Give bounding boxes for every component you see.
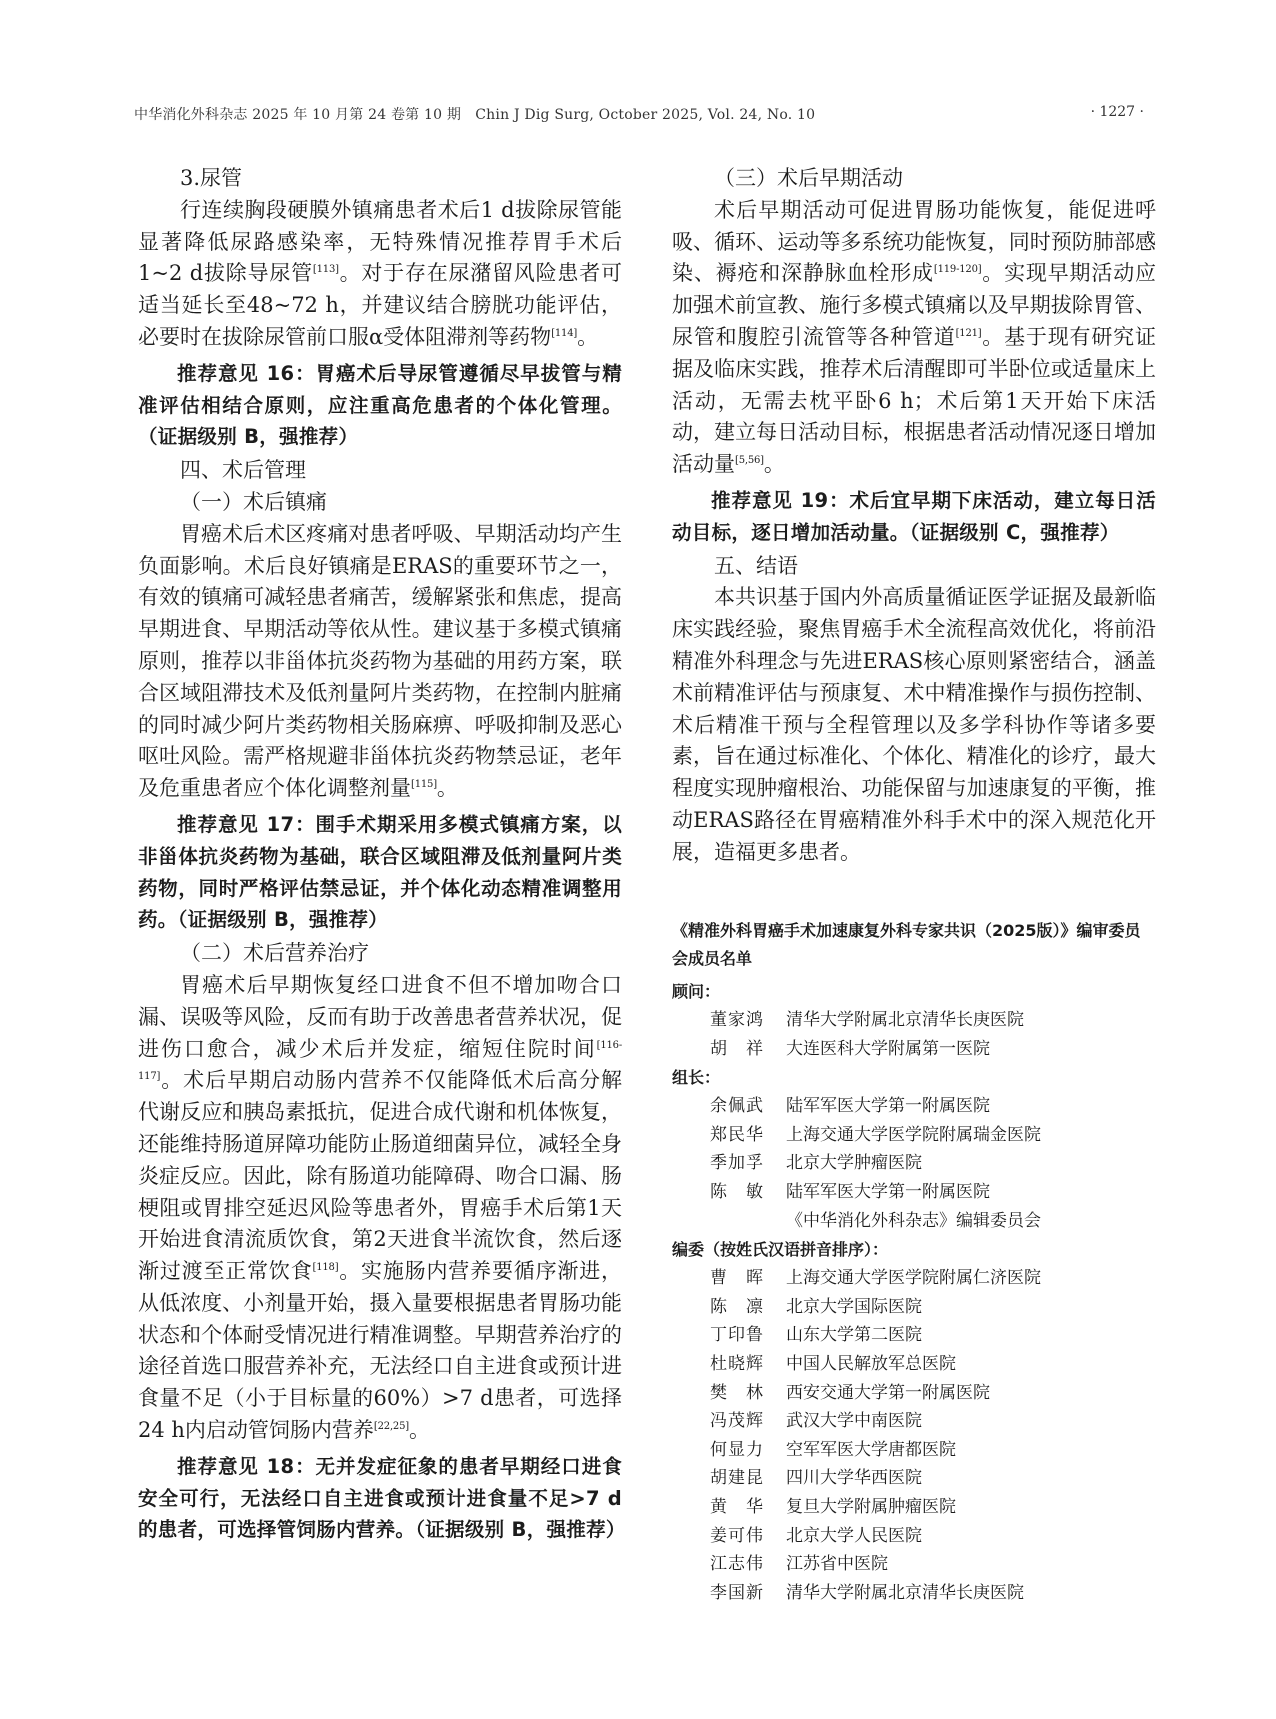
recommendation: 推荐意见 16：胃癌术后导尿管遵循尽早拔管与精准评估相结合原则，应注重高危患者的个体化管理。（证据级别 B，强推荐） [138, 361, 622, 449]
citation-ref: [118] [312, 1262, 339, 1274]
citation-ref: [116-117] [138, 1039, 622, 1083]
paragraph-text: 。 [763, 452, 785, 477]
paragraph-text: （二）术后营养治疗 [180, 941, 369, 966]
member-row [672, 1407, 1156, 1436]
citation-ref: [5,56] [735, 455, 764, 467]
member-affiliation: 大连医科大学附属第一医院 [786, 1038, 990, 1059]
paragraph-text: 。对于存在尿潴留风险患者可适当延长至48~72 h，并建议结合膀胱功能评估，必要时在拔除尿管前口服α受体阻滞剂等药物 [138, 261, 622, 349]
member-row [672, 1579, 1156, 1608]
member-name: 陈 凛 [710, 1296, 764, 1317]
member-name: 黄 华 [710, 1496, 764, 1517]
committee-sections [672, 977, 1156, 1607]
recommendation: 推荐意见 17：围手术期采用多模式镇痛方案，以非甾体抗炎药物为基础，联合区域阻滞及低剂量阿片类药物，同时严格评估禁忌证，并个体化动态精准调整用药。（证据级别 B，强推荐） [138, 812, 622, 932]
right-column [672, 163, 1156, 869]
member-row [672, 1350, 1156, 1379]
member-name: 何显力 [710, 1439, 764, 1460]
citation-ref: [121] [955, 327, 982, 339]
paragraph-text: （一）术后镇痛 [180, 489, 327, 514]
paragraph-text: 。实施肠内营养要循序渐进，从低浓度、小剂量开始，摄入量要根据患者胃肠功能状态和个体耐受情况进行精准调整。早期营养治疗的途径首选口服营养补充，无法经口自主进食或预计进食量不足（小于目标量的60%）>7 d患者，可选择24 h内启动管饲肠内营养 [138, 1259, 623, 1443]
member-row [672, 1464, 1156, 1493]
citation-ref: [115] [411, 779, 437, 791]
member-name: 冯茂辉 [710, 1411, 764, 1432]
member-affiliation: 北京大学国际医院 [786, 1296, 922, 1317]
paragraph [138, 487, 622, 519]
member-row [672, 1493, 1156, 1522]
recommendation: 推荐意见 19：术后宜早期下床活动，建立每日活动目标，逐日增加活动量。（证据级别 C，强推荐） [672, 488, 1156, 544]
left-column [138, 163, 626, 1548]
member-row [672, 1436, 1156, 1465]
paragraph-text: 。 [577, 324, 599, 349]
paragraph-text: 胃癌术后早期恢复经口进食不但不增加吻合口漏、误吸等风险，反而有助于改善患者营养状况，促进伤口愈合，减少术后并发症，缩短住院时间 [138, 972, 622, 1061]
citation-ref: [119-120] [933, 264, 982, 276]
member-affiliation: 空军军医大学唐都医院 [786, 1439, 956, 1460]
member-affiliation: 复旦大学附属肿瘤医院 [786, 1496, 956, 1517]
committee-section-label: 组长： [672, 1068, 721, 1088]
committee-section-label: 顾问： [672, 982, 721, 1001]
paragraph-text: 四、术后管理 [180, 458, 306, 483]
paragraph-text: 胃癌术后术区疼痛对患者呼吸、早期活动均产生负面影响。术后良好镇痛是ERAS的重要环节之一，有效的镇痛可减轻患者痛苦，缓解紧张和焦虑，提高早期进食、早期活动等依从性。建议基于多模式镇痛原则，推荐以非甾体抗炎药物为基础的用药方案，联合区域阻滞技术及低剂量阿片类药物，在控制内脏痛的同时减少阿片类药物相关肠麻痹、呼吸抑制及恶心呕吐风险。需严格规避非甾体抗炎药物禁忌证，老年及危重患者应个体化调整剂量 [138, 521, 622, 801]
member-row [672, 1321, 1156, 1350]
recommendation: 推荐意见 18：无并发症征象的患者早期经口进食安全可行，无法经口自主进食或预计进食量不足>7 d 的患者，可选择管饲肠内营养。（证据级别 B，强推荐） [138, 1454, 626, 1542]
member-affiliation: 西安交通大学第一附属医院 [786, 1382, 990, 1403]
paragraph [672, 163, 1156, 195]
citation-ref: [113] [312, 264, 339, 276]
paragraph-text: （三）术后早期活动 [714, 166, 903, 190]
member-affiliation: 北京大学肿瘤医院 [786, 1153, 922, 1174]
page-number: · 1227 · [1090, 104, 1144, 120]
running-header [134, 104, 1144, 128]
member-row [672, 1006, 1156, 1035]
paragraph [672, 195, 1156, 481]
member-name: 李国新 [710, 1582, 764, 1603]
paragraph-text: 本共识基于国内外高质量循证医学证据及最新临床实践经验，聚焦胃癌手术全流程高效优化，将前沿精准外科理念与先进ERAS核心原则紧密结合，涵盖术前精准评估与预康复、术中精准操作与损伤控制、术后精准干预与全程管理以及多学科协作等诸多要素，旨在通过标准化、个体化、精准化的诊疗，最大程度实现肿瘤根治、功能保留与加速康复的平衡，推动ERAS路径在胃癌精准外科手术中的深入规范化开展，造福更多患者。 [672, 585, 1156, 864]
member-row [672, 1522, 1156, 1551]
member-name: 余佩武 [710, 1096, 764, 1117]
member-affiliation: 四川大学华西医院 [786, 1468, 922, 1489]
paragraph-text: 。 [408, 1418, 430, 1443]
paragraph-text: 五、结语 [714, 553, 798, 578]
member-row [672, 1550, 1156, 1579]
member-affiliation: 北京大学人民医院 [786, 1525, 922, 1546]
paragraph [138, 519, 622, 805]
member-row [672, 1293, 1156, 1322]
paragraph-text: 。基于现有研究证据及临床实践，推荐术后清醒即可半卧位或适量床上活动，无需去枕平卧6 h；术后第1天开始下床活动，建立每日活动目标，根据患者活动情况逐日增加活动量 [672, 324, 1157, 477]
paragraph-text: 。 [436, 776, 458, 801]
member-name: 胡建昆 [710, 1468, 764, 1489]
member-affiliation: 清华大学附属北京清华长庚医院 [786, 1010, 1024, 1030]
paragraph-text: 。术后早期启动肠内营养不仅能降低术后高分解代谢反应和胰岛素抵抗，促进合成代谢和机体恢复，还能维持肠道屏障功能防止肠道细菌异位，减轻全身炎症反应。因此，除有肠道功能障碍、吻合口漏、肠梗阻或胃排空延迟风险等患者外，胃癌手术后第1天开始进食清流质饮食，第2天进食半流饮食，然后逐渐过渡至正常饮食 [138, 1068, 622, 1284]
citation-ref: [114] [551, 327, 578, 339]
paragraph [138, 455, 622, 487]
member-name: 姜可伟 [710, 1525, 764, 1546]
committee-list [672, 917, 1156, 1607]
member-name: 季加孚 [710, 1153, 764, 1174]
member-row [672, 1121, 1156, 1150]
member-name: 胡 祥 [710, 1038, 764, 1059]
paragraph [138, 938, 622, 970]
member-affiliation: 陆军军医大学第一附属医院 [786, 1096, 990, 1117]
member-name: 曹 晖 [710, 1268, 764, 1289]
member-name: 樊 林 [710, 1382, 764, 1403]
committee-section-label: 编委（按姓氏汉语拼音排序）： [672, 1240, 889, 1260]
member-row [672, 1264, 1156, 1293]
member-row [672, 1379, 1156, 1408]
paragraph [138, 970, 622, 1447]
member-name: 陈 敏 [710, 1181, 764, 1202]
member-name: 杜晓辉 [710, 1353, 764, 1374]
member-affiliation: 山东大学第二医院 [786, 1325, 922, 1346]
paragraph-text: 行连续胸段硬膜外镇痛患者术后1 d拔除尿管能显著降低尿路感染率，无特殊情况推荐胃手术后1~2 d拔除导尿管 [138, 197, 622, 286]
member-row [672, 1207, 1156, 1236]
member-affiliation: 《中华消化外科杂志》编辑委员会 [786, 1210, 1041, 1231]
member-affiliation: 上海交通大学医学院附属瑞金医院 [786, 1124, 1041, 1145]
member-affiliation: 中国人民解放军总医院 [786, 1353, 956, 1374]
member-name: 郑民华 [710, 1124, 764, 1145]
member-name: 丁印鲁 [710, 1325, 764, 1346]
paragraph [672, 551, 1156, 583]
member-affiliation: 江苏省中医院 [786, 1554, 888, 1575]
paragraph-text: 。实现早期活动应加强术前宣教、施行多模式镇痛以及早期拔除胃管、尿管和腹腔引流管等各种管道 [672, 261, 1157, 349]
paragraph-text: 术后早期活动可促进胃肠功能恢复，能促进呼吸、循环、运动等多系统功能恢复，同时预防肺部感染、褥疮和深静脉血栓形成 [672, 197, 1156, 286]
paragraph [672, 582, 1156, 868]
member-row [672, 1178, 1156, 1207]
paragraph [138, 163, 622, 195]
journal-citation: 中华消化外科杂志 2025 年 10 月第 24 卷第 10 期 Chin J Dig Surg, October 2025, Vol. 24, No. 10 [134, 107, 816, 123]
member-affiliation: 陆军军医大学第一附属医院 [786, 1181, 990, 1202]
member-name: 董家鸿 [710, 1010, 764, 1030]
member-affiliation: 清华大学附属北京清华长庚医院 [786, 1582, 1024, 1603]
member-row [672, 1092, 1156, 1121]
member-affiliation: 上海交通大学医学院附属仁济医院 [786, 1268, 1041, 1289]
member-row [672, 1035, 1156, 1064]
committee-title: 《精准外科胃癌手术加速康复外科专家共识（2025版）》编审委员会成员名单 [672, 921, 1141, 968]
paragraph [138, 195, 622, 354]
citation-ref: [22,25] [373, 1421, 409, 1433]
member-row [672, 1149, 1156, 1178]
member-affiliation: 武汉大学中南医院 [786, 1411, 922, 1432]
paragraph-text: 3.尿管 [180, 166, 243, 190]
member-name: 江志伟 [710, 1554, 764, 1575]
